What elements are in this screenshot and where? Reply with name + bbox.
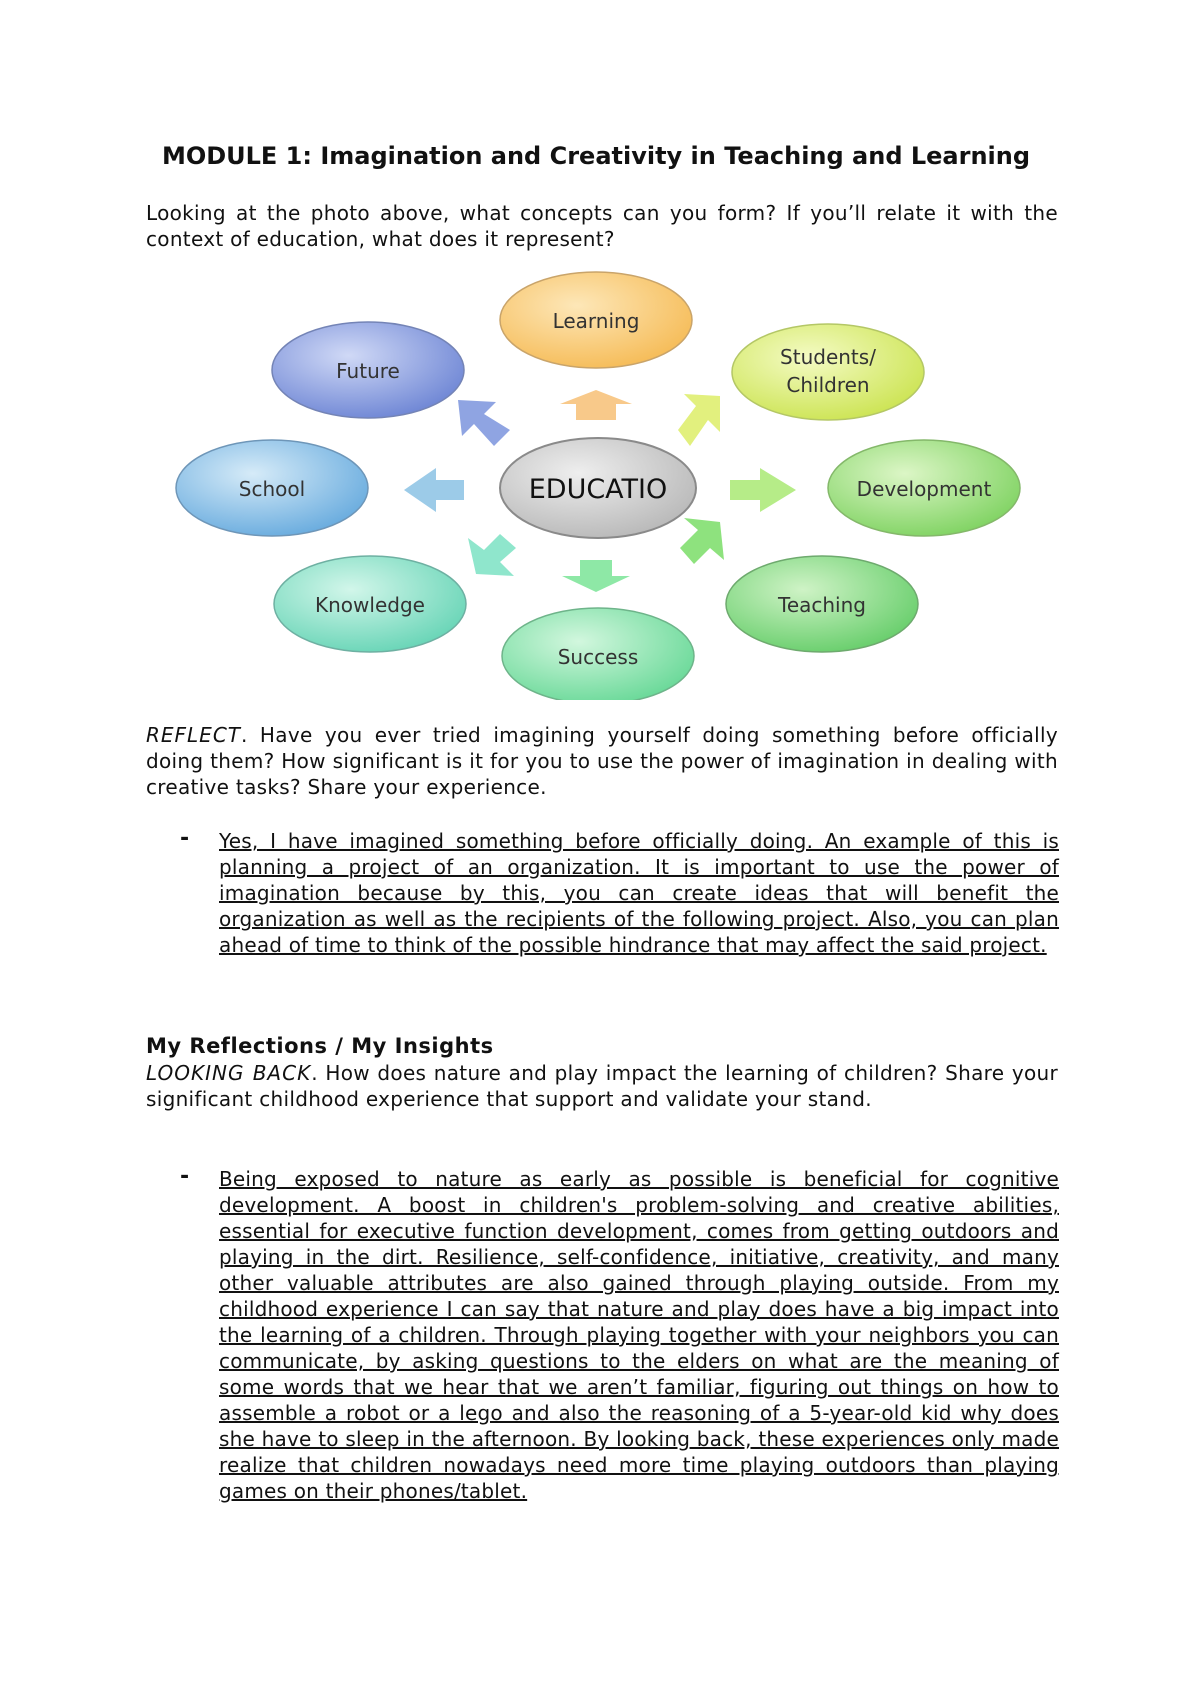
arrow-down	[562, 560, 630, 592]
intro-question: Looking at the photo above, what concepts can you form? If you’ll relate it with the context of education, what does it represent?	[146, 201, 1058, 251]
reflect-paragraph	[146, 722, 1058, 800]
node-development-label: Development	[856, 477, 992, 501]
node-knowledge	[274, 556, 466, 652]
reflect-label: REFLECT	[146, 723, 241, 747]
arrow-up-right	[678, 394, 720, 446]
node-center-education	[500, 438, 696, 538]
node-learning	[500, 272, 692, 368]
node-students	[732, 324, 924, 420]
arrow-left	[404, 468, 464, 512]
node-school	[176, 440, 368, 536]
node-teaching	[726, 556, 918, 652]
node-learning-label: Learning	[552, 309, 640, 333]
node-knowledge-label: Knowledge	[315, 593, 425, 617]
looking-back-paragraph	[146, 1060, 1058, 1112]
insights-answer: Being exposed to nature as early as possible is beneficial for cognitive development. A boost in children's problem-solving and creative abilities, essential for executive function development, comes from getting outdoors and playing in the dirt. Resilience, self-confidence, initiative, creativity, and many other valuable attributes are also gained through playing outside. From my childhood experience I can say that nature and play does have a big impact into the learning of a children. Through playing together with your neighbors you can communicate, by asking questions to the elders on what are the meaning of some words that we hear that we aren’t familiar, figuring out things on how to assemble a robot or a lego and also the reasoning of a 5-year-old kid why does she have to sleep in the afternoon. By looking back, these experiences only made realize that children nowadays need more time playing outdoors than playing games on their phones/tablet.	[219, 1167, 1059, 1503]
arrow-up	[560, 390, 632, 420]
node-success	[502, 608, 694, 700]
arrow-right	[730, 468, 796, 512]
node-students-label-1: Students/	[780, 345, 876, 369]
node-future-label: Future	[336, 359, 400, 383]
arrow-up-left	[458, 400, 510, 446]
insights-heading: My Reflections / My Insights	[146, 1034, 494, 1058]
looking-back-text: . How does nature and play impact the learning of children? Share your significant childhood experience that support and validate your stand.	[146, 1061, 1058, 1111]
reflect-answer: Yes, I have imagined something before officially doing. An example of this is planning a project of an organization. It is important to use the power of imagination because by this, you can create ideas that will benefit the organization as well as the recipients of the following project. Also, you can plan ahead of time to think of the possible hindrance that may affect the said project.	[219, 829, 1059, 957]
center-label: EDUCATIO	[528, 474, 668, 505]
module-title: MODULE 1: Imagination and Creativity in Teaching and Learning	[161, 142, 1031, 170]
arrow-down-right	[680, 518, 724, 564]
reflect-bullet: -	[180, 826, 190, 851]
arrow-down-left	[468, 534, 516, 576]
node-development	[828, 440, 1020, 536]
node-teaching-label: Teaching	[778, 593, 866, 617]
reflect-text: . Have you ever tried imagining yourself doing something before officially doing them? How significant is it for you to use the power of imagination in dealing with creative tasks? Share your experience.	[146, 723, 1058, 799]
looking-back-label: LOOKING BACK	[146, 1061, 312, 1085]
node-school-label: School	[238, 477, 306, 501]
insights-bullet: -	[180, 1164, 190, 1189]
node-students-label-2: Children	[786, 373, 870, 397]
node-future	[272, 322, 464, 418]
node-success-label: Success	[557, 645, 639, 669]
education-diagram	[0, 270, 1200, 700]
